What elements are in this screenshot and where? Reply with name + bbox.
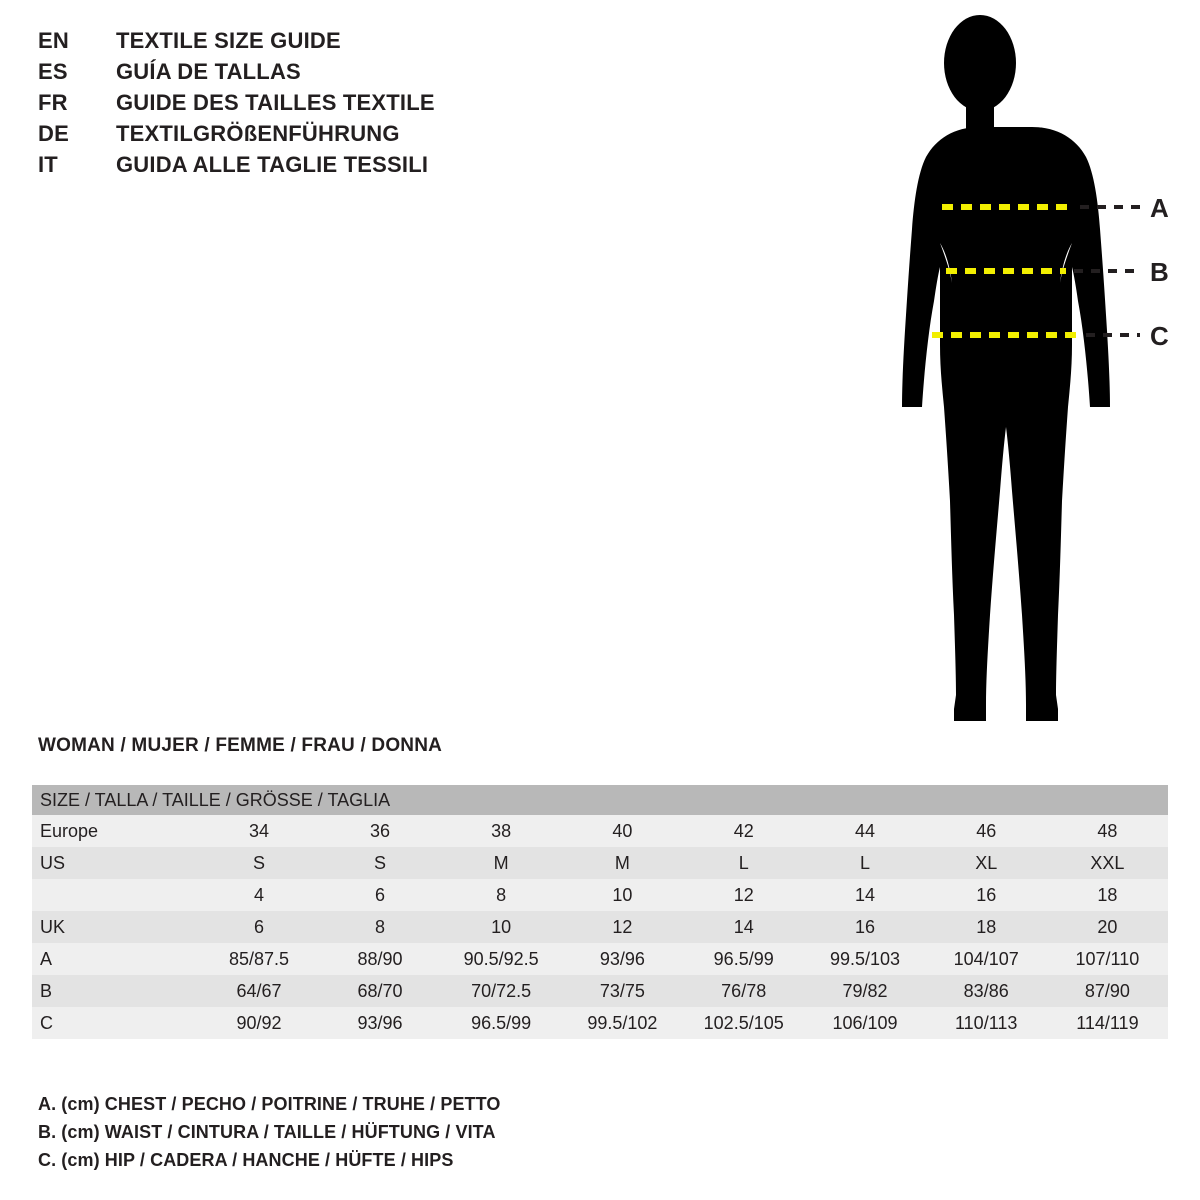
section-heading-woman: WOMAN / MUJER / FEMME / FRAU / DONNA	[38, 735, 443, 756]
cell-a-3: 93/96	[562, 943, 683, 975]
title-text-en: TEXTILE SIZE GUIDE	[116, 28, 341, 53]
marker-label-a: A	[1150, 193, 1169, 223]
cell-uk-0: 6	[199, 911, 320, 943]
cell-c-1: 93/96	[320, 1007, 441, 1039]
title-text-es: GUÍA DE TALLAS	[116, 59, 301, 84]
title-row-en	[38, 28, 658, 59]
cell-c-3: 99.5/102	[562, 1007, 683, 1039]
cell-a-6: 104/107	[926, 943, 1047, 975]
cell-c-2: 96.5/99	[440, 1007, 561, 1039]
title-text-fr: GUIDE DES TAILLES TEXTILE	[116, 90, 435, 115]
table-row	[32, 943, 1168, 975]
legend-waist: B. (cm) WAIST / CINTURA / TAILLE / HÜFTUNG / VITA	[38, 1122, 496, 1142]
cell-us-4: L	[683, 847, 804, 879]
legend-chest: A. (cm) CHEST / PECHO / POITRINE / TRUHE / PETTO	[38, 1094, 501, 1114]
table-header-label: SIZE / TALLA / TAILLE / GRÖSSE / TAGLIA	[32, 785, 1168, 815]
table-row	[32, 1007, 1168, 1039]
title-text-de: TEXTILGRÖßENFÜHRUNG	[116, 121, 400, 146]
cell-a-0: 85/87.5	[199, 943, 320, 975]
cell-europe-7: 48	[1047, 815, 1168, 847]
cell-usnum-3: 10	[562, 879, 683, 911]
table-row	[32, 847, 1168, 879]
cell-usnum-2: 8	[440, 879, 561, 911]
cell-b-4: 76/78	[683, 975, 804, 1007]
row-label-uk: UK	[32, 911, 199, 943]
language-code-fr: FR	[38, 90, 68, 115]
cell-b-1: 68/70	[320, 975, 441, 1007]
cell-b-7: 87/90	[1047, 975, 1168, 1007]
row-label-us: US	[32, 847, 199, 879]
cell-a-5: 99.5/103	[804, 943, 925, 975]
table-row	[32, 975, 1168, 1007]
title-row-fr	[38, 90, 658, 121]
cell-us-0: S	[199, 847, 320, 879]
cell-usnum-5: 14	[804, 879, 925, 911]
cell-us-5: L	[804, 847, 925, 879]
size-table	[32, 785, 1168, 1039]
row-label-europe: Europe	[32, 815, 199, 847]
table-row	[32, 911, 1168, 943]
row-label-b: B	[32, 975, 199, 1007]
cell-europe-0: 34	[199, 815, 320, 847]
cell-uk-5: 16	[804, 911, 925, 943]
title-row-it	[38, 152, 658, 183]
cell-europe-3: 40	[562, 815, 683, 847]
title-row-de	[38, 121, 658, 152]
cell-a-2: 90.5/92.5	[440, 943, 561, 975]
cell-usnum-6: 16	[926, 879, 1047, 911]
cell-europe-2: 38	[440, 815, 561, 847]
cell-b-0: 64/67	[199, 975, 320, 1007]
measurement-legend	[38, 1090, 838, 1174]
cell-usnum-0: 4	[199, 879, 320, 911]
title-text-it: GUIDA ALLE TAGLIE TESSILI	[116, 152, 429, 177]
language-code-en: EN	[38, 28, 69, 53]
cell-us-7: XXL	[1047, 847, 1168, 879]
cell-europe-1: 36	[320, 815, 441, 847]
cell-europe-6: 46	[926, 815, 1047, 847]
cell-usnum-1: 6	[320, 879, 441, 911]
cell-a-4: 96.5/99	[683, 943, 804, 975]
cell-uk-4: 14	[683, 911, 804, 943]
cell-uk-1: 8	[320, 911, 441, 943]
title-row-es	[38, 59, 658, 90]
cell-usnum-4: 12	[683, 879, 804, 911]
cell-c-5: 106/109	[804, 1007, 925, 1039]
table-row	[32, 879, 1168, 911]
title-block	[38, 28, 658, 183]
cell-c-4: 102.5/105	[683, 1007, 804, 1039]
row-label-a: A	[32, 943, 199, 975]
cell-c-0: 90/92	[199, 1007, 320, 1039]
cell-c-6: 110/113	[926, 1007, 1047, 1039]
cell-us-2: M	[440, 847, 561, 879]
cell-uk-2: 10	[440, 911, 561, 943]
cell-uk-3: 12	[562, 911, 683, 943]
cell-a-1: 88/90	[320, 943, 441, 975]
row-label-c: C	[32, 1007, 199, 1039]
cell-europe-5: 44	[804, 815, 925, 847]
cell-us-6: XL	[926, 847, 1047, 879]
language-code-it: IT	[38, 152, 58, 177]
cell-us-1: S	[320, 847, 441, 879]
cell-b-2: 70/72.5	[440, 975, 561, 1007]
cell-c-7: 114/119	[1047, 1007, 1168, 1039]
cell-b-3: 73/75	[562, 975, 683, 1007]
row-label-us-numeric	[32, 879, 199, 911]
table-header-row	[32, 785, 1168, 815]
marker-label-c: C	[1150, 321, 1169, 351]
cell-uk-6: 18	[926, 911, 1047, 943]
language-code-es: ES	[38, 59, 68, 84]
marker-label-b: B	[1150, 257, 1169, 287]
cell-a-7: 107/110	[1047, 943, 1168, 975]
table-row	[32, 815, 1168, 847]
cell-usnum-7: 18	[1047, 879, 1168, 911]
cell-b-6: 83/86	[926, 975, 1047, 1007]
cell-uk-7: 20	[1047, 911, 1168, 943]
cell-europe-4: 42	[683, 815, 804, 847]
legend-hip: C. (cm) HIP / CADERA / HANCHE / HÜFTE / HIPS	[38, 1150, 454, 1170]
woman-silhouette-figure	[850, 15, 1190, 735]
language-code-de: DE	[38, 121, 69, 146]
silhouette-icon	[902, 15, 1110, 721]
cell-b-5: 79/82	[804, 975, 925, 1007]
cell-us-3: M	[562, 847, 683, 879]
